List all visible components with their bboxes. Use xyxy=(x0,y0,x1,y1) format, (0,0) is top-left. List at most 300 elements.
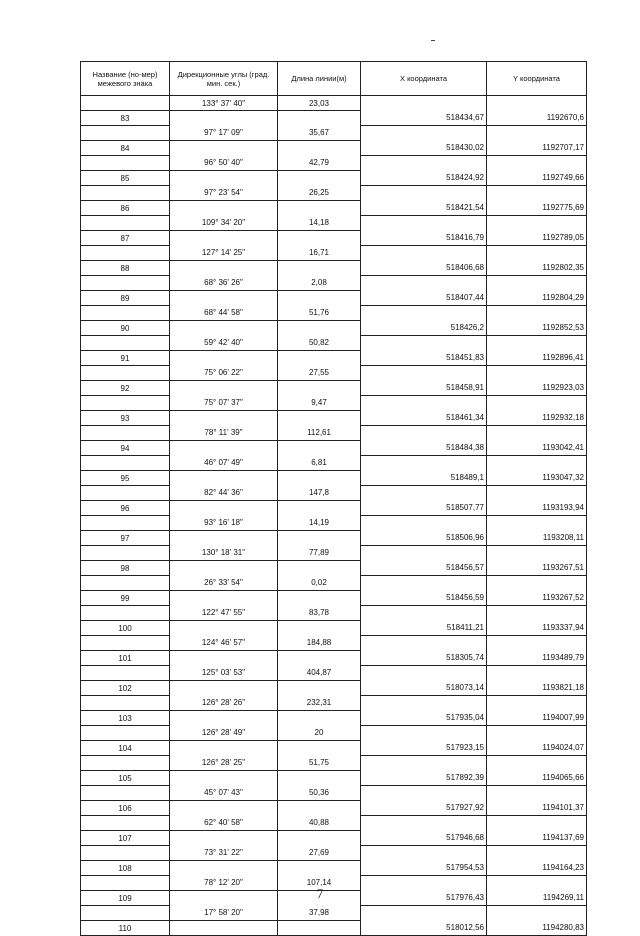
line-length-cell: 0,02 xyxy=(278,576,361,591)
point-number-cell: 88 xyxy=(81,261,170,276)
point-row xyxy=(81,801,587,816)
segment-spacer-cell xyxy=(81,666,170,681)
point-number-cell: 93 xyxy=(81,411,170,426)
y-coordinate-cell: 1192670,6 xyxy=(487,111,587,126)
segment-row xyxy=(81,216,587,231)
y-coordinate-cell: 1194280,83 xyxy=(487,921,587,936)
y-coordinate-cell: 1192802,35 xyxy=(487,261,587,276)
bearing-angle-cell: 97° 23' 54" xyxy=(170,186,278,201)
x-coordinate-cell: 518406,68 xyxy=(361,261,487,276)
y-coordinate-cell: 1194269,11 xyxy=(487,891,587,906)
table-header-row xyxy=(81,62,587,96)
x-coordinate-cell: 518456,59 xyxy=(361,591,487,606)
bearing-angle-cell: 109° 34' 20" xyxy=(170,216,278,231)
point-number-cell: 91 xyxy=(81,351,170,366)
point-row xyxy=(81,141,587,156)
segment-spacer-cell xyxy=(361,666,487,681)
y-coordinate-cell: 1193193,94 xyxy=(487,501,587,516)
segment-spacer-cell xyxy=(361,636,487,651)
point-number-cell: 106 xyxy=(81,801,170,816)
segment-spacer-cell xyxy=(487,726,587,741)
point-spacer-cell xyxy=(170,501,278,516)
y-coordinate-cell: 1194065,66 xyxy=(487,771,587,786)
point-number-cell: 94 xyxy=(81,441,170,456)
point-row xyxy=(81,411,587,426)
y-coordinate-cell: 1192896,41 xyxy=(487,351,587,366)
segment-row xyxy=(81,366,587,381)
segment-row xyxy=(81,756,587,771)
segment-spacer-cell xyxy=(81,396,170,411)
y-coordinate-cell: 1193267,51 xyxy=(487,561,587,576)
line-length-cell: 16,71 xyxy=(278,246,361,261)
segment-row xyxy=(81,126,587,141)
point-spacer-cell xyxy=(278,561,361,576)
point-number-cell: 86 xyxy=(81,201,170,216)
line-length-cell: 50,82 xyxy=(278,336,361,351)
point-spacer-cell xyxy=(170,921,278,936)
y-coordinate-cell: 1192932,18 xyxy=(487,411,587,426)
y-coordinate-cell: 1194101,37 xyxy=(487,801,587,816)
segment-row xyxy=(81,456,587,471)
point-spacer-cell xyxy=(278,441,361,456)
segment-spacer-cell xyxy=(81,156,170,171)
x-coordinate-cell: 518506,96 xyxy=(361,531,487,546)
segment-spacer-cell xyxy=(487,456,587,471)
point-number-cell: 107 xyxy=(81,831,170,846)
segment-spacer-cell xyxy=(81,246,170,261)
segment-spacer-cell xyxy=(81,216,170,231)
y-coordinate-cell: 1194024,07 xyxy=(487,741,587,756)
segment-spacer-cell xyxy=(361,696,487,711)
segment-spacer-cell xyxy=(487,906,587,921)
bearing-angle-cell: 75° 07' 37" xyxy=(170,396,278,411)
point-number-cell: 99 xyxy=(81,591,170,606)
point-spacer-cell xyxy=(278,771,361,786)
segment-spacer-cell xyxy=(361,336,487,351)
segment-row xyxy=(81,276,587,291)
segment-spacer-cell xyxy=(361,486,487,501)
line-length-cell: 51,76 xyxy=(278,306,361,321)
point-row xyxy=(81,171,587,186)
segment-row xyxy=(81,666,587,681)
segment-spacer-cell xyxy=(487,696,587,711)
point-row xyxy=(81,921,587,936)
line-length-cell: 27,55 xyxy=(278,366,361,381)
segment-row xyxy=(81,336,587,351)
segment-spacer-cell xyxy=(487,276,587,291)
segment-spacer-cell xyxy=(81,906,170,921)
segment-spacer-cell xyxy=(81,636,170,651)
y-coordinate-cell: 1192707,17 xyxy=(487,141,587,156)
segment-spacer-cell xyxy=(81,606,170,621)
point-spacer-cell xyxy=(278,711,361,726)
point-spacer-cell xyxy=(170,201,278,216)
point-number-cell: 110 xyxy=(81,921,170,936)
point-spacer-cell xyxy=(170,531,278,546)
point-number-cell: 102 xyxy=(81,681,170,696)
segment-row xyxy=(81,576,587,591)
segment-spacer-cell xyxy=(81,336,170,351)
segment-spacer-cell xyxy=(361,546,487,561)
segment-spacer-cell xyxy=(81,756,170,771)
segment-spacer-cell xyxy=(361,426,487,441)
point-spacer-cell xyxy=(278,861,361,876)
segment-spacer-cell xyxy=(361,396,487,411)
segment-row xyxy=(81,396,587,411)
point-row xyxy=(81,861,587,876)
point-row xyxy=(81,561,587,576)
segment-spacer-cell xyxy=(487,486,587,501)
point-row xyxy=(81,501,587,516)
line-length-cell: 9,47 xyxy=(278,396,361,411)
point-spacer-cell xyxy=(278,351,361,366)
y-coordinate-cell: 1192789,05 xyxy=(487,231,587,246)
line-length-cell: 2,08 xyxy=(278,276,361,291)
segment-spacer-cell xyxy=(361,516,487,531)
point-number-cell: 90 xyxy=(81,321,170,336)
y-coordinate-cell: 1194007,99 xyxy=(487,711,587,726)
point-row xyxy=(81,111,587,126)
header-x-coordinate: Х координата xyxy=(361,62,487,96)
point-number-cell: 104 xyxy=(81,741,170,756)
segment-spacer-cell xyxy=(81,186,170,201)
segment-spacer-cell xyxy=(487,546,587,561)
segment-spacer-cell xyxy=(487,816,587,831)
table-body xyxy=(81,96,587,936)
point-row xyxy=(81,381,587,396)
y-coordinate-cell: 1193337,94 xyxy=(487,621,587,636)
point-row xyxy=(81,321,587,336)
scan-mark xyxy=(431,40,435,41)
segment-spacer-cell xyxy=(487,186,587,201)
point-row xyxy=(81,291,587,306)
point-row xyxy=(81,531,587,546)
bearing-angle-cell: 68° 44' 58" xyxy=(170,306,278,321)
bearing-angle-cell: 96° 50' 40" xyxy=(170,156,278,171)
line-length-cell: 50,36 xyxy=(278,786,361,801)
header-line-length: Длина линии(м) xyxy=(278,62,361,96)
segment-spacer-cell xyxy=(361,186,487,201)
point-row xyxy=(81,591,587,606)
point-spacer-cell xyxy=(278,741,361,756)
segment-spacer-cell xyxy=(361,126,487,141)
segment-spacer-cell xyxy=(487,216,587,231)
segment-spacer-cell xyxy=(487,426,587,441)
segment-row xyxy=(81,846,587,861)
bearing-angle-cell: 45° 07' 43" xyxy=(170,786,278,801)
point-number-cell: 87 xyxy=(81,231,170,246)
y-coordinate-cell: 1194137,69 xyxy=(487,831,587,846)
segment-spacer-cell xyxy=(81,366,170,381)
point-spacer-cell xyxy=(170,801,278,816)
point-spacer-cell xyxy=(170,561,278,576)
point-spacer-cell xyxy=(278,201,361,216)
point-spacer-cell xyxy=(278,501,361,516)
segment-row xyxy=(81,786,587,801)
segment-row xyxy=(81,516,587,531)
segment-spacer-cell xyxy=(487,636,587,651)
bearing-angle-cell: 97° 17' 09" xyxy=(170,126,278,141)
y-coordinate-cell: 1192775,69 xyxy=(487,201,587,216)
segment-row xyxy=(81,606,587,621)
line-length-cell: 14,19 xyxy=(278,516,361,531)
bearing-angle-cell: 126° 28' 25" xyxy=(170,756,278,771)
point-spacer-cell xyxy=(278,231,361,246)
x-coordinate-cell: 518424,92 xyxy=(361,171,487,186)
segment-row xyxy=(81,156,587,171)
segment-spacer-cell xyxy=(81,846,170,861)
point-spacer-cell xyxy=(170,111,278,126)
point-spacer-cell xyxy=(170,861,278,876)
x-coordinate-cell: 517946,68 xyxy=(361,831,487,846)
point-spacer-cell xyxy=(170,711,278,726)
x-coordinate-cell: 518484,38 xyxy=(361,441,487,456)
line-length-cell: 37,98 xyxy=(278,906,361,921)
y-coordinate-cell: 1193047,32 xyxy=(487,471,587,486)
segment-spacer-cell xyxy=(361,726,487,741)
point-spacer-cell xyxy=(170,291,278,306)
segment-spacer-cell xyxy=(81,726,170,741)
bearing-angle-cell: 75° 06' 22" xyxy=(170,366,278,381)
header-point-name: Название (но-мер) межевого знака xyxy=(81,62,170,96)
segment-row xyxy=(81,906,587,921)
line-length-cell: 112,61 xyxy=(278,426,361,441)
segment-spacer-cell xyxy=(361,156,487,171)
point-row xyxy=(81,261,587,276)
point-spacer-cell xyxy=(170,651,278,666)
point-row xyxy=(81,231,587,246)
x-coordinate-cell: 518451,83 xyxy=(361,351,487,366)
segment-spacer-cell xyxy=(487,516,587,531)
point-spacer-cell xyxy=(278,381,361,396)
segment-spacer-cell xyxy=(487,786,587,801)
point-number-cell: 84 xyxy=(81,141,170,156)
segment-spacer-cell xyxy=(487,336,587,351)
x-coordinate-cell: 518461,34 xyxy=(361,411,487,426)
segment-row xyxy=(81,546,587,561)
point-number-cell: 109 xyxy=(81,891,170,906)
segment-spacer-cell xyxy=(361,366,487,381)
bearing-angle-cell: 78° 11' 39" xyxy=(170,426,278,441)
point-row xyxy=(81,621,587,636)
segment-spacer-cell xyxy=(487,396,587,411)
x-coordinate-cell: 518489,1 xyxy=(361,471,487,486)
y-coordinate-cell: 1192749,66 xyxy=(487,171,587,186)
point-number-cell: 108 xyxy=(81,861,170,876)
segment-row xyxy=(81,96,587,111)
line-length-cell: 35,67 xyxy=(278,126,361,141)
x-coordinate-cell: 518407,44 xyxy=(361,291,487,306)
line-length-cell: 42,79 xyxy=(278,156,361,171)
segment-spacer-cell xyxy=(81,126,170,141)
bearing-angle-cell: 82° 44' 36" xyxy=(170,486,278,501)
segment-spacer-cell xyxy=(487,246,587,261)
segment-row xyxy=(81,246,587,261)
x-coordinate-cell: 518416,79 xyxy=(361,231,487,246)
point-spacer-cell xyxy=(170,321,278,336)
point-spacer-cell xyxy=(278,321,361,336)
segment-spacer-cell xyxy=(81,456,170,471)
y-coordinate-cell: 1194164,23 xyxy=(487,861,587,876)
segment-spacer-cell xyxy=(81,696,170,711)
line-length-cell: 232,31 xyxy=(278,696,361,711)
point-row xyxy=(81,741,587,756)
x-coordinate-cell: 518411,21 xyxy=(361,621,487,636)
point-number-cell: 83 xyxy=(81,111,170,126)
line-length-cell: 20 xyxy=(278,726,361,741)
x-coordinate-cell: 518507,77 xyxy=(361,501,487,516)
point-number-cell: 85 xyxy=(81,171,170,186)
segment-row xyxy=(81,486,587,501)
bearing-angle-cell: 68° 36' 26" xyxy=(170,276,278,291)
bearing-angle-cell: 125° 03' 53" xyxy=(170,666,278,681)
segment-spacer-cell xyxy=(487,606,587,621)
bearing-angle-cell: 127° 14' 25" xyxy=(170,246,278,261)
x-coordinate-cell: 518426,2 xyxy=(361,321,487,336)
x-coordinate-cell: 517923,15 xyxy=(361,741,487,756)
point-number-cell: 103 xyxy=(81,711,170,726)
point-number-cell: 98 xyxy=(81,561,170,576)
point-number-cell: 105 xyxy=(81,771,170,786)
point-spacer-cell xyxy=(278,921,361,936)
x-coordinate-cell: 518073,14 xyxy=(361,681,487,696)
segment-row xyxy=(81,816,587,831)
x-coordinate-cell: 518434,67 xyxy=(361,111,487,126)
bearing-angle-cell: 93° 16' 18" xyxy=(170,516,278,531)
segment-spacer-cell xyxy=(361,246,487,261)
line-length-cell: 23,03 xyxy=(278,96,361,111)
segment-spacer-cell xyxy=(361,756,487,771)
point-number-cell: 95 xyxy=(81,471,170,486)
page-number: 7 xyxy=(316,886,324,901)
segment-spacer-cell xyxy=(81,426,170,441)
x-coordinate-cell: 517976,43 xyxy=(361,891,487,906)
segment-spacer-cell xyxy=(487,576,587,591)
line-length-cell: 147,8 xyxy=(278,486,361,501)
x-coordinate-cell: 518430,02 xyxy=(361,141,487,156)
line-length-cell: 184,88 xyxy=(278,636,361,651)
point-number-cell: 101 xyxy=(81,651,170,666)
x-coordinate-cell: 517892,39 xyxy=(361,771,487,786)
header-bearing-angle: Дирекционные углы (град. мин. сек.) xyxy=(170,62,278,96)
segment-spacer-cell xyxy=(487,156,587,171)
segment-row xyxy=(81,426,587,441)
bearing-angle-cell: 17° 58' 20" xyxy=(170,906,278,921)
point-spacer-cell xyxy=(278,141,361,156)
header-y-coordinate: Y координата xyxy=(487,62,587,96)
x-coordinate-cell: 517954,53 xyxy=(361,861,487,876)
point-spacer-cell xyxy=(170,681,278,696)
point-spacer-cell xyxy=(278,651,361,666)
point-spacer-cell xyxy=(170,591,278,606)
segment-spacer-cell xyxy=(81,276,170,291)
point-spacer-cell xyxy=(278,591,361,606)
point-spacer-cell xyxy=(170,831,278,846)
segment-spacer-cell xyxy=(81,546,170,561)
segment-spacer-cell xyxy=(81,516,170,531)
y-coordinate-cell: 1193208,11 xyxy=(487,531,587,546)
point-row xyxy=(81,351,587,366)
point-number-cell: 92 xyxy=(81,381,170,396)
boundary-coordinates-table xyxy=(80,61,587,936)
segment-spacer-cell xyxy=(361,576,487,591)
segment-spacer-cell xyxy=(361,216,487,231)
y-coordinate-cell: 1192804,29 xyxy=(487,291,587,306)
x-coordinate-cell: 518458,91 xyxy=(361,381,487,396)
line-length-cell: 107,14 xyxy=(278,876,361,891)
bearing-angle-cell: 46° 07' 49" xyxy=(170,456,278,471)
y-coordinate-cell: 1193042,41 xyxy=(487,441,587,456)
point-spacer-cell xyxy=(278,531,361,546)
segment-spacer-cell xyxy=(81,306,170,321)
point-spacer-cell xyxy=(278,291,361,306)
bearing-angle-cell: 59° 42' 40" xyxy=(170,336,278,351)
line-length-cell: 26,25 xyxy=(278,186,361,201)
point-spacer-cell xyxy=(278,831,361,846)
y-coordinate-cell: 1193821,18 xyxy=(487,681,587,696)
point-number-cell: 100 xyxy=(81,621,170,636)
point-number-cell: 97 xyxy=(81,531,170,546)
bearing-angle-cell: 130° 18' 31" xyxy=(170,546,278,561)
x-coordinate-cell: 518305,74 xyxy=(361,651,487,666)
x-coordinate-cell: 518421,54 xyxy=(361,201,487,216)
point-number-cell: 89 xyxy=(81,291,170,306)
point-spacer-cell xyxy=(170,471,278,486)
bearing-angle-cell: 62° 40' 58" xyxy=(170,816,278,831)
segment-spacer-cell xyxy=(81,486,170,501)
segment-row xyxy=(81,306,587,321)
segment-spacer-cell xyxy=(361,456,487,471)
y-coordinate-cell: 1192923,03 xyxy=(487,381,587,396)
point-row xyxy=(81,471,587,486)
x-coordinate-cell: 518456,57 xyxy=(361,561,487,576)
segment-spacer-cell xyxy=(487,666,587,681)
bearing-angle-cell: 78° 12' 20" xyxy=(170,876,278,891)
segment-spacer-cell xyxy=(487,96,587,111)
point-spacer-cell xyxy=(278,171,361,186)
segment-spacer-cell xyxy=(487,846,587,861)
point-spacer-cell xyxy=(278,411,361,426)
segment-row xyxy=(81,696,587,711)
point-number-cell: 96 xyxy=(81,501,170,516)
segment-spacer-cell xyxy=(361,906,487,921)
line-length-cell: 6,81 xyxy=(278,456,361,471)
point-spacer-cell xyxy=(278,111,361,126)
point-spacer-cell xyxy=(170,261,278,276)
segment-spacer-cell xyxy=(487,126,587,141)
segment-spacer-cell xyxy=(361,306,487,321)
point-spacer-cell xyxy=(278,801,361,816)
segment-spacer-cell xyxy=(361,606,487,621)
segment-spacer-cell xyxy=(81,576,170,591)
bearing-angle-cell: 26° 33' 54" xyxy=(170,576,278,591)
y-coordinate-cell: 1193267,52 xyxy=(487,591,587,606)
point-spacer-cell xyxy=(170,741,278,756)
x-coordinate-cell: 517927,92 xyxy=(361,801,487,816)
point-spacer-cell xyxy=(170,441,278,456)
point-spacer-cell xyxy=(170,231,278,246)
point-spacer-cell xyxy=(170,771,278,786)
segment-spacer-cell xyxy=(81,96,170,111)
line-length-cell: 83,78 xyxy=(278,606,361,621)
segment-spacer-cell xyxy=(361,846,487,861)
bearing-angle-cell: 126° 28' 26" xyxy=(170,696,278,711)
point-spacer-cell xyxy=(170,141,278,156)
bearing-angle-cell: 133° 37' 40" xyxy=(170,96,278,111)
bearing-angle-cell: 124° 46' 57" xyxy=(170,636,278,651)
segment-row xyxy=(81,726,587,741)
point-row xyxy=(81,441,587,456)
